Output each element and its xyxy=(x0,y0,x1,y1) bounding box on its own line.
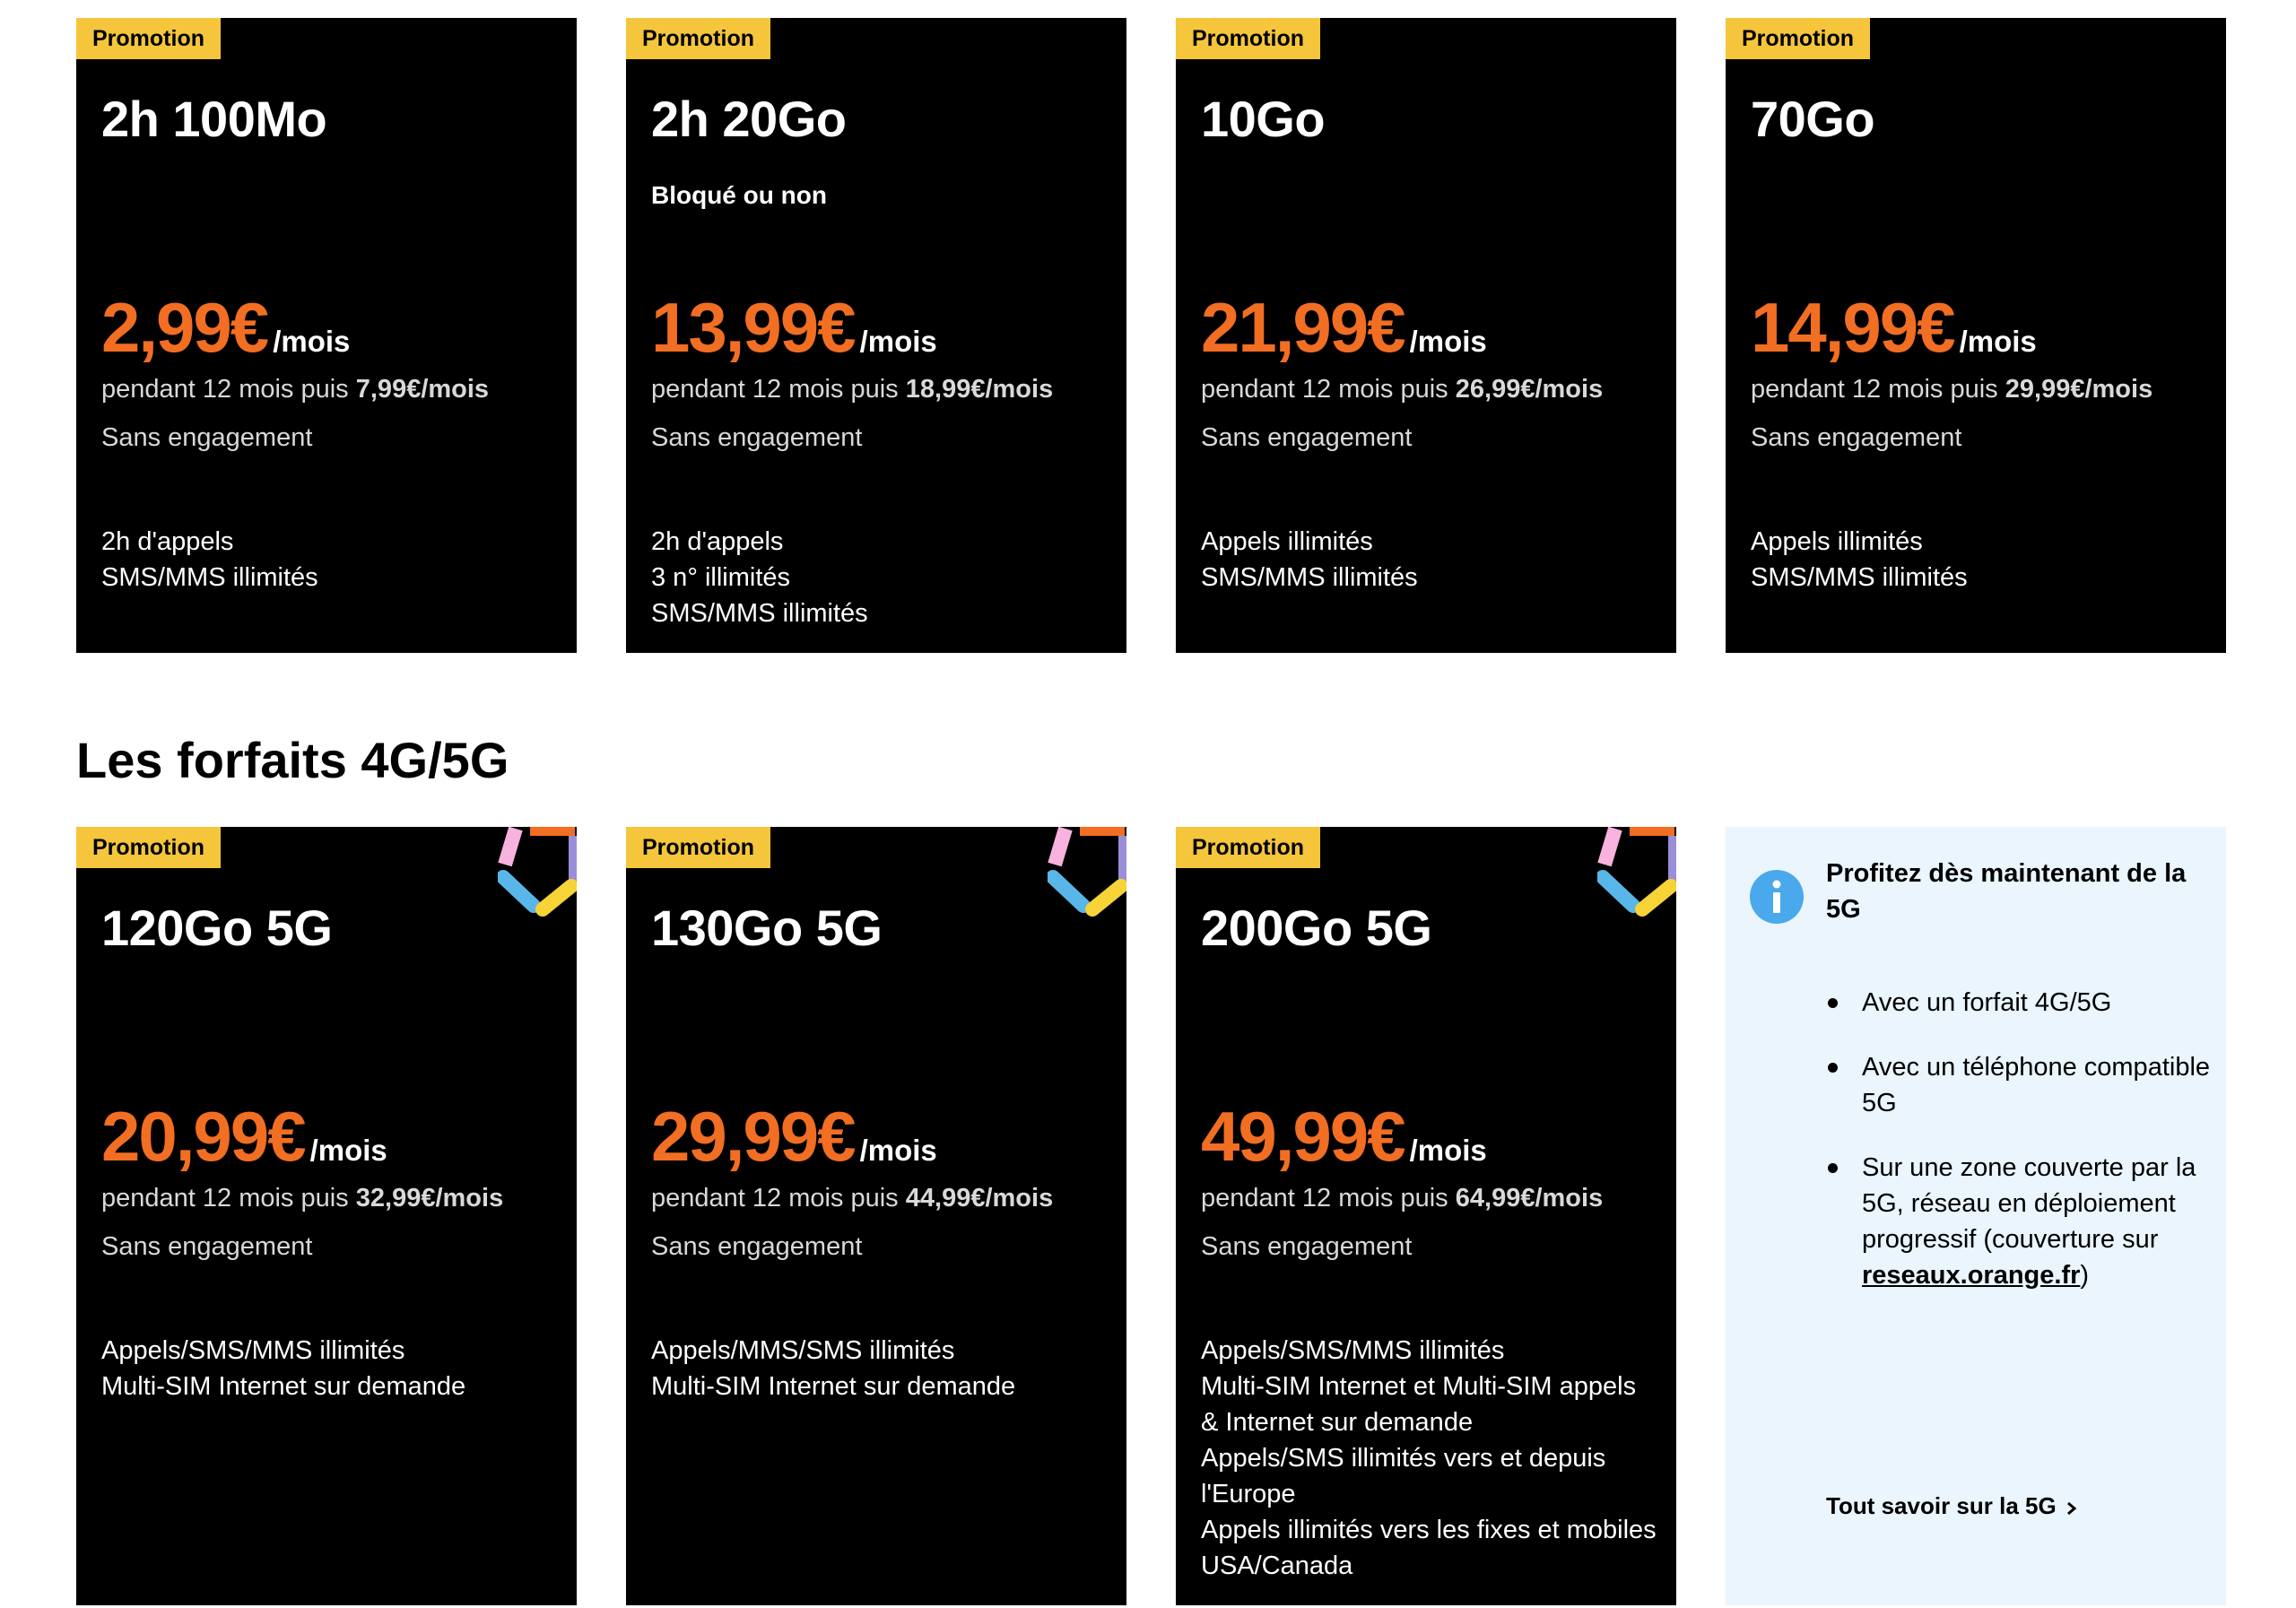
plan-name: 70Go xyxy=(1751,91,1875,147)
plan-price xyxy=(651,1096,937,1178)
price-amount: 2,99€ xyxy=(101,288,268,367)
after-prefix: pendant 12 mois puis xyxy=(1201,1184,1456,1213)
price-period: /mois xyxy=(859,1134,937,1167)
plan-features xyxy=(1201,524,1658,595)
after-price: 18,99€/mois xyxy=(905,375,1054,404)
plan-card[interactable] xyxy=(76,18,577,653)
commitment: Sans engagement xyxy=(651,1232,863,1261)
price-after-promo xyxy=(101,1184,503,1213)
learn-more-label: Tout savoir sur la 5G xyxy=(1826,1492,2057,1519)
after-prefix: pendant 12 mois puis xyxy=(101,1184,356,1213)
price-after-promo xyxy=(1201,375,1603,404)
after-price: 29,99€/mois xyxy=(2005,375,2153,404)
commitment: Sans engagement xyxy=(1201,1232,1413,1261)
plan-card-5g[interactable] xyxy=(1176,827,1676,1605)
feature-item: 2h d'appels xyxy=(651,527,784,556)
plan-card[interactable] xyxy=(1726,18,2226,653)
plan-features xyxy=(101,524,559,595)
plan-name: 130Go 5G xyxy=(651,900,883,956)
plan-name: 120Go 5G xyxy=(101,900,333,956)
info-item-suffix: ) xyxy=(2080,1261,2090,1290)
after-prefix: pendant 12 mois puis xyxy=(651,1184,906,1213)
info-list-item: Avec un forfait 4G/5G xyxy=(1826,985,2212,1021)
promotion-badge: Promotion xyxy=(626,827,770,868)
after-price: 44,99€/mois xyxy=(905,1184,1054,1213)
plan-features xyxy=(101,1333,559,1404)
info-list-item xyxy=(1826,1150,2212,1293)
feature-item: SMS/MMS illimités xyxy=(651,599,868,628)
plan-name: 200Go 5G xyxy=(1201,900,1432,956)
plan-price xyxy=(1201,287,1487,369)
commitment: Sans engagement xyxy=(101,423,313,452)
promotion-badge: Promotion xyxy=(1176,827,1320,868)
plan-price xyxy=(1201,1096,1487,1178)
5g-logo-icon xyxy=(1048,827,1126,918)
price-period: /mois xyxy=(273,325,351,358)
promotion-badge: Promotion xyxy=(76,18,221,59)
plan-price xyxy=(651,287,937,369)
info-list-item: Avec un téléphone compatible 5G xyxy=(1826,1049,2212,1121)
price-amount: 13,99€ xyxy=(651,288,855,367)
section-title: Les forfaits 4G/5G xyxy=(76,732,509,788)
feature-item: Appels/MMS/SMS illimités xyxy=(651,1336,955,1365)
feature-item: Appels illimités xyxy=(1751,527,1923,556)
feature-item: 2h d'appels xyxy=(101,527,234,556)
price-amount: 29,99€ xyxy=(651,1097,855,1176)
plan-name: 2h 100Mo xyxy=(101,91,327,147)
plan-features xyxy=(651,1333,1109,1404)
price-after-promo xyxy=(1751,375,2152,404)
commitment: Sans engagement xyxy=(1201,423,1413,452)
plan-card[interactable] xyxy=(626,18,1126,653)
plan-card[interactable] xyxy=(1176,18,1676,653)
info-item-text: Sur une zone couverte par la 5G, réseau en déploiement progressif (couverture sur xyxy=(1862,1153,2196,1254)
after-prefix: pendant 12 mois puis xyxy=(1201,375,1456,404)
price-after-promo xyxy=(651,1184,1053,1213)
learn-more-5g-link[interactable] xyxy=(1826,1492,2078,1520)
price-period: /mois xyxy=(1409,325,1487,358)
plan-features xyxy=(1751,524,2208,595)
price-period: /mois xyxy=(859,325,937,358)
info-list xyxy=(1826,985,2212,1322)
price-after-promo xyxy=(1201,1184,1603,1213)
commitment: Sans engagement xyxy=(1751,423,1962,452)
promotion-badge: Promotion xyxy=(626,18,770,59)
feature-item: Appels/SMS/MMS illimités xyxy=(101,1336,405,1365)
plan-subtitle: Bloqué ou non xyxy=(651,181,827,209)
price-period: /mois xyxy=(1959,325,2037,358)
plan-price xyxy=(101,287,350,369)
feature-item: SMS/MMS illimités xyxy=(1201,563,1418,592)
plan-card-5g[interactable] xyxy=(626,827,1126,1605)
feature-item: SMS/MMS illimités xyxy=(1751,563,1968,592)
plan-name: 10Go xyxy=(1201,91,1326,147)
after-price: 32,99€/mois xyxy=(355,1184,504,1213)
promotion-badge: Promotion xyxy=(76,827,221,868)
price-after-promo xyxy=(651,375,1053,404)
plan-features xyxy=(1201,1333,1658,1584)
promotion-badge: Promotion xyxy=(1176,18,1320,59)
info-icon xyxy=(1750,870,1804,924)
after-prefix: pendant 12 mois puis xyxy=(651,375,906,404)
feature-item: Multi-SIM Internet sur demande xyxy=(651,1372,1016,1401)
feature-item: Appels/SMS illimités vers et depuis l'Europe xyxy=(1201,1444,1606,1508)
plan-price xyxy=(101,1096,387,1178)
feature-item: Multi-SIM Internet sur demande xyxy=(101,1372,466,1401)
chevron-right-icon xyxy=(2066,1501,2078,1516)
plan-card-5g[interactable] xyxy=(76,827,577,1605)
5g-logo-icon xyxy=(498,827,577,918)
after-price: 64,99€/mois xyxy=(1455,1184,1604,1213)
feature-item: Appels/SMS/MMS illimités xyxy=(1201,1336,1505,1365)
price-amount: 49,99€ xyxy=(1201,1097,1405,1176)
after-price: 26,99€/mois xyxy=(1455,375,1604,404)
commitment: Sans engagement xyxy=(101,1232,313,1261)
after-prefix: pendant 12 mois puis xyxy=(101,375,356,404)
price-amount: 21,99€ xyxy=(1201,288,1405,367)
feature-item: Appels illimités xyxy=(1201,527,1373,556)
price-amount: 20,99€ xyxy=(101,1097,305,1176)
5g-logo-icon xyxy=(1597,827,1676,918)
feature-item: 3 n° illimités xyxy=(651,563,791,592)
feature-item: SMS/MMS illimités xyxy=(101,563,318,592)
plan-price xyxy=(1751,287,2037,369)
price-period: /mois xyxy=(309,1134,387,1167)
price-period: /mois xyxy=(1409,1134,1487,1167)
feature-item: Appels illimités vers les fixes et mobiles USA/Canada xyxy=(1201,1516,1657,1580)
5g-info-box xyxy=(1726,827,2226,1605)
after-price: 7,99€/mois xyxy=(355,375,490,404)
commitment: Sans engagement xyxy=(651,423,863,452)
price-amount: 14,99€ xyxy=(1751,288,1954,367)
coverage-link[interactable]: reseaux.orange.fr xyxy=(1862,1261,2081,1290)
plan-name: 2h 20Go xyxy=(651,91,847,147)
promotion-badge: Promotion xyxy=(1726,18,1870,59)
price-after-promo xyxy=(101,375,489,404)
info-title: Profitez dès maintenant de la 5G xyxy=(1826,859,2187,924)
plan-features xyxy=(651,524,1109,631)
feature-item: Multi-SIM Internet et Multi-SIM appels & Internet sur demande xyxy=(1201,1372,1637,1437)
after-prefix: pendant 12 mois puis xyxy=(1751,375,2005,404)
